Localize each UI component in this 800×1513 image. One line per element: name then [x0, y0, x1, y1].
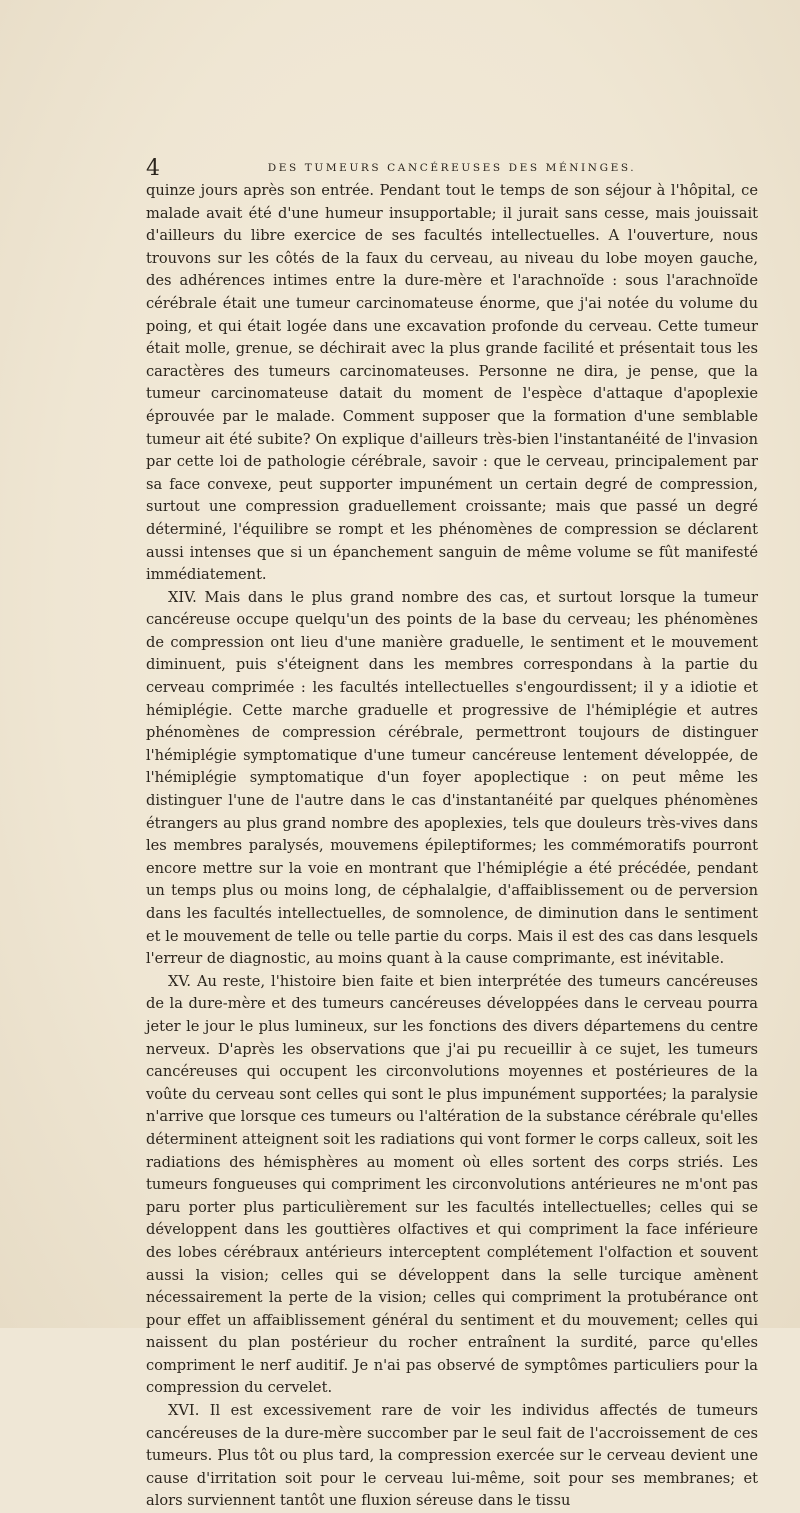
- paragraph-xvi: XVI. Il est excessivement rare de voir les individus affectés de tumeurs cancéreuses de la dure-mère succomber par le seul fait de l'accroissement de ces tumeurs. Plus tôt ou plus tard, la compression exercée sur le cerveau devient une cause d'irritation soit pour le cerveau lui-même, soit pour ses membranes; et alors surviennent tantôt une fluxion séreuse dans le tissu: [146, 1402, 758, 1510]
- body-text: [146, 180, 758, 1513]
- paragraph-xiv: XIV. Mais dans le plus grand nombre des cas, et surtout lorsque la tumeur cancéreuse occupe quelqu'un des points de la base du cerveau; les phénomènes de compression ont lieu d'une manière graduelle, le sentiment et le mouvement diminuent, puis s'éteignent dans les membres correspondans à la partie du cerveau comprimée : les facultés intellectuelles s'engourdissent; il y a idiotie et hémiplégie. Cette marche graduelle et progressive de l'hémiplégie et autres phénomènes de compression cérébrale, permettront toujours de distinguer l'hémiplégie symptomatique d'une tumeur cancéreuse lentement développée, de l'hémiplégie symptomatique d'un foyer apoplectique : on peut même les distinguer l'une de l'autre dans le cas d'instantanéité par quelques phénomènes étrangers au plus grand nombre des apoplexies, tels que douleurs très-vives dans les membres paralysés, mouvemens épileptiformes; les commémoratifs pourront encore mettre sur la voie en montrant que l'hémiplégie a été précédée, pendant un temps plus ou moins long, de céphalalgie, d'affaiblissement ou de perversion dans les facultés intellectuelles, de somnolence, de diminution dans le sentiment et le mouvement de telle ou telle partie du corps. Mais il est des cas dans lesquels l'erreur de diagnostic, au moins quant à la cause comprimante, est inévitable.: [146, 588, 758, 968]
- paragraph-xv: XV. Au reste, l'histoire bien faite et bien interprétée des tumeurs cancéreuses de la dure-mère et des tumeurs cancéreuses développées dans le cerveau pourra jeter le jour le plus lumineux, sur les fonctions des divers départemens du centre nerveux. D'après les observations que j'ai pu recueillir à ce sujet, les tumeurs cancéreuses qui occupent les circonvolutions moyennes et postérieures de la voûte du cerveau sont celles qui sont le plus impunément supportées; la paralysie n'arrive que lorsque ces tumeurs ou l'altération de la substance cérébrale qu'elles déterminent atteignent soit les radiations qui vont former le corps calleux, soit les radiations des hémisphères au moment où elles sortent des corps striés. Les tumeurs fongueuses qui compriment les circonvolutions antérieures ne m'ont pas paru porter plus particulièrement sur les facultés intellectuelles; celles qui se développent dans les gouttières olfactives et qui compriment la face inférieure des lobes cérébraux antérieurs interceptent complétement l'olfaction et souvent aussi la vision; celles qui se développent dans la selle turcique amènent nécessairement la perte de la vision; celles qui compriment la protubérance ont pour effet un affaiblissement général du sentiment et du mouvement; celles qui naissent du plan postérieur du rocher entraînent la surdité, parce qu'elles compriment le nerf auditif. Je n'ai pas observé de symptômes particuliers pour la compression du cervelet.: [146, 972, 758, 1397]
- page-number: 4: [146, 156, 160, 181]
- running-title: DES TUMEURS CANCÉREUSES DES MÉNINGES.: [267, 162, 637, 174]
- paragraph-continuation: quinze jours après son entrée. Pendant tout le temps de son séjour à l'hôpital, ce malade avait été d'une humeur insupportable; il jurait sans cesse, mais jouissait d'ailleurs du libre exercice de ses facultés intellectuelles. A l'ouverture, nous trouvons sur les côtés de la faux du cerveau, au niveau du lobe moyen gauche, des adhérences intimes entre la dure-mère et l'arachnoïde : sous l'arachnoïde cérébrale était une tumeur carcinomateuse énorme, que j'ai notée du volume du poing, et qui était logée dans une excavation profonde du cerveau. Cette tumeur était molle, grenue, se déchirait avec la plus grande facilité et présentait tous les caractères des tumeurs carcinomateuses. Personne ne dira, je pense, que la tumeur carcinomateuse datait du moment de l'espèce d'attaque d'apoplexie éprouvée par le malade. Comment supposer que la formation d'une semblable tumeur ait été subite? On explique d'ailleurs très-bien l'instantanéité de l'invasion par cette loi de pathologie cérébrale, savoir : que le cerveau, principalement par sa face convexe, peut supporter impunément un certain degré de compression, surtout une compression graduellement croissante; mais que passé un degré déterminé, l'équilibre se rompt et les phénomènes de compression se déclarent aussi intenses que si un épanchement sanguin de même volume se fût manifesté immédiatement.: [146, 182, 758, 584]
